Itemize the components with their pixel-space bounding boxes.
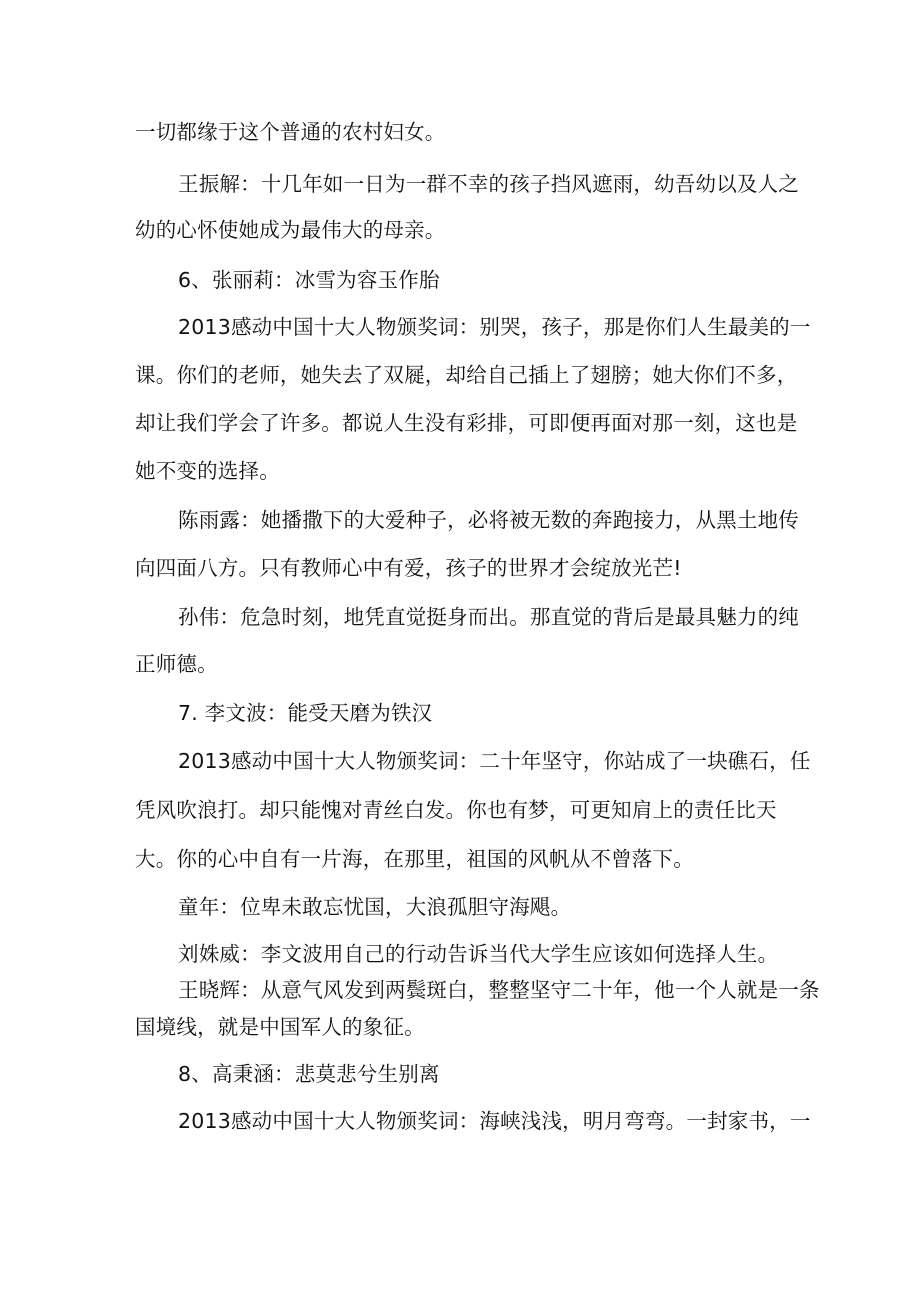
text-line: 大。你的心中自有一片海，在那里，祖国的风帆从不曾落下。 [135,847,694,871]
text-line: 课。你们的老师，她失去了双屣，却给自己插上了翅膀；她大你们不多， [135,363,798,387]
section-heading: 7. 李文波：能受天磨为铁汉 [178,701,433,725]
text-line: 2013感动中国十大人物颁奖词：二十年坚守，你站成了一块礁石，任 [178,749,811,773]
text-line: 刘姝威：李文波用自己的行动告诉当代大学生应该如何选择人生。 [178,942,779,966]
text-line: 2013感动中国十大人物颁奖词：别哭，孩子，那是你们人生最美的一 [178,315,811,339]
text-line: 凭风吹浪打。却只能愧对青丝白发。你也有梦，可更知肩上的责任比天 [135,798,777,822]
text-line: 国境线，就是中国军人的象征。 [135,1015,425,1039]
text-line: 幼的心怀使她成为最伟大的母亲。 [135,218,446,242]
text-line: 王晓辉：从意气风发到两鬓斑白，整整坚守二十年，他一个人就是一条 [178,978,820,1002]
text-line: 陈雨露：她播撒下的大爱种子，必将被无数的奔跑接力，从黑土地传 [178,508,799,532]
section-heading: 6、张丽莉：冰雪为容玉作胎 [178,268,440,292]
text-line: 向四面八方。只有教师心中有爱，孩子的世界才会绽放光芒! [135,556,682,580]
section-heading: 8、高秉涵：悲莫悲兮生别离 [178,1062,440,1086]
text-line: 童年：位卑未敢忘忧国，大浪孤胆守海飓。 [178,895,572,919]
text-line: 孙伟：危急时刻，地凭直觉挺身而出。那直觉的背后是最具魅力的纯 [178,605,799,629]
text-line: 她不变的选择。 [135,459,280,483]
text-line: 却让我们学会了许多。都说人生没有彩排，可即便再面对那一刻，这也是 [135,411,798,435]
text-line: 王振解：十几年如一日为一群不幸的孩子挡风遮雨，幼吾幼以及人之 [178,172,799,196]
text-line: 正师德。 [135,652,218,676]
text-line: 一切都缘于这个普通的农村妇女。 [135,120,446,144]
text-line: 2013感动中国十大人物颁奖词：海峡浅浅，明月弯弯。一封家书，一 [178,1109,811,1133]
